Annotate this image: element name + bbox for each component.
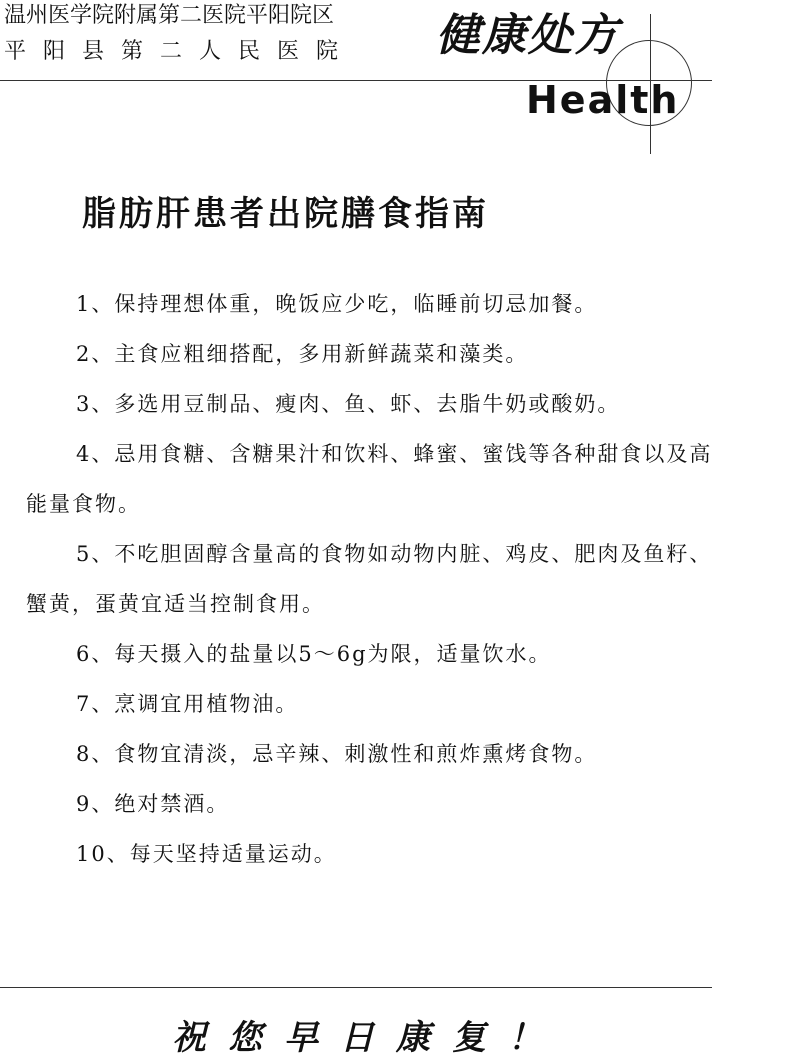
footer-wish: 祝您早日康复！ <box>172 1018 564 1058</box>
hospital-name-line-1: 温州医学院附属第二医院平阳院区 <box>4 3 335 28</box>
guideline-item-2: 2、主食应粗细搭配，多用新鲜蔬菜和藻类。 <box>76 342 529 366</box>
guideline-item-3: 3、多选用豆制品、瘦肉、鱼、虾、去脂牛奶或酸奶。 <box>76 392 621 416</box>
guideline-list <box>26 279 716 879</box>
hospital-name-line-2: 平阳县第二人民医院 <box>4 39 356 64</box>
guideline-item-5: 5、不吃胆固醇含量高的食物如动物内脏、鸡皮、肥肉及鱼籽、蟹黄，蛋黄宜适当控制食用。 <box>26 542 713 616</box>
guideline-item-10: 10、每天坚持适量运动。 <box>76 842 337 866</box>
brand-title: 健康处方 <box>436 10 620 61</box>
guideline-item-7: 7、烹调宜用植物油。 <box>76 692 299 716</box>
guideline-item-9: 9、绝对禁酒。 <box>76 792 230 816</box>
guideline-item-1: 1、保持理想体重，晚饭应少吃，临睡前切忌加餐。 <box>76 292 598 316</box>
document-title: 脂肪肝患者出院膳食指南 <box>82 194 489 234</box>
guideline-item-8: 8、食物宜清淡，忌辛辣、刺激性和煎炸熏烤食物。 <box>76 742 598 766</box>
guideline-item-6: 6、每天摄入的盐量以5～6g为限，适量饮水。 <box>76 642 552 666</box>
brand-english-label: Health <box>526 78 680 122</box>
guideline-item-4: 4、忌用食糖、含糖果汁和饮料、蜂蜜、蜜饯等各种甜食以及高能量食物。 <box>26 442 713 516</box>
footer-divider <box>0 987 712 988</box>
